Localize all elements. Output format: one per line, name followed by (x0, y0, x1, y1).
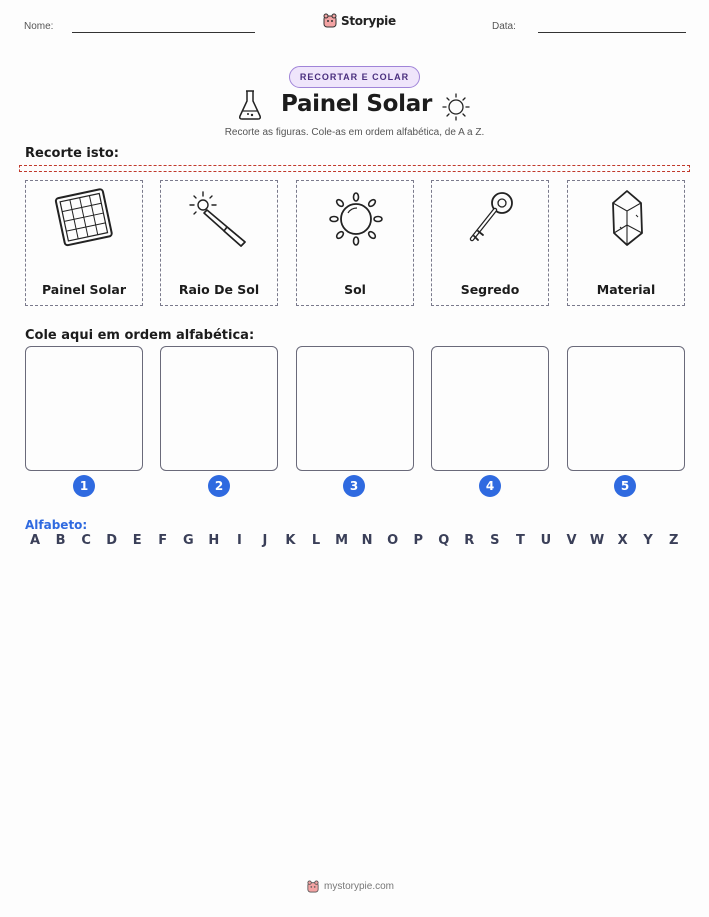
slot-number-2: 2 (208, 475, 230, 497)
alphabet-letter: L (311, 533, 321, 548)
card-label: Material (596, 282, 656, 297)
cut-card-raio-de-sol[interactable] (160, 180, 278, 306)
alphabet-letter: O (387, 533, 399, 548)
storypie-logo (323, 13, 396, 28)
alphabet-letter: R (464, 533, 475, 548)
alphabet-letter: B (55, 533, 66, 548)
alphabet-letter: I (236, 533, 242, 548)
alphabet-label: Alfabeto: (25, 518, 88, 532)
alphabet-letter: K (285, 533, 296, 548)
alphabet-letter: W (589, 533, 605, 548)
cut-line (19, 165, 690, 172)
alphabet-letter: U (540, 533, 552, 548)
flask-icon (237, 89, 263, 121)
instructions: Recorte as figuras. Cole-as em ordem alfabética, de A a Z. (224, 127, 485, 138)
alphabet-letter: D (106, 533, 118, 548)
alphabet-letter: P (413, 533, 423, 548)
slot-number-4: 4 (479, 475, 501, 497)
alphabet-letter: G (182, 533, 194, 548)
sun-title-icon (441, 92, 471, 122)
footer (307, 880, 394, 893)
solar-panel-icon (50, 187, 120, 249)
alphabet-letter: F (158, 533, 168, 548)
card-label: Painel Solar (41, 282, 127, 297)
card-label: Raio De Sol (178, 282, 260, 297)
card-label: Segredo (460, 282, 520, 297)
storypie-footer-icon (307, 880, 319, 893)
alphabet-letter: H (208, 533, 220, 548)
alphabet-letter: Q (438, 533, 450, 548)
date-line[interactable] (538, 32, 686, 33)
slot-number-3: 3 (343, 475, 365, 497)
footer-url[interactable]: mystorypie.com (324, 881, 395, 892)
alphabet-letter: X (617, 533, 628, 548)
cut-card-sol[interactable] (296, 180, 414, 306)
alphabet-row (27, 533, 682, 548)
key-icon (456, 187, 526, 249)
alphabet-letter: J (262, 533, 268, 548)
cut-card-painel-solar[interactable] (25, 180, 143, 306)
sunbeam-wand-icon (185, 187, 255, 249)
alphabet-letter: A (29, 533, 41, 548)
alphabet-letter: E (132, 533, 142, 548)
alphabet-letter: M (335, 533, 349, 548)
slot-number-5: 5 (614, 475, 636, 497)
alphabet-letter: N (361, 533, 373, 548)
paste-slot-3[interactable] (296, 346, 414, 471)
name-label: Nome: (24, 21, 54, 32)
alphabet-letter: Z (668, 533, 679, 548)
cut-card-material[interactable] (567, 180, 685, 306)
alphabet-letter: C (81, 533, 91, 548)
activity-badge: RECORTAR E COLAR (289, 66, 420, 88)
cut-section-label: Recorte isto: (25, 146, 119, 161)
slot-number-1: 1 (73, 475, 95, 497)
alphabet-letter: Y (643, 533, 653, 548)
storypie-mascot-icon (323, 13, 337, 28)
alphabet-letter: V (566, 533, 577, 548)
cut-card-segredo[interactable] (431, 180, 549, 306)
card-label: Sol (344, 282, 366, 297)
sun-icon (321, 187, 391, 249)
date-label: Data: (492, 21, 516, 32)
crystal-icon (592, 187, 662, 249)
paste-slot-5[interactable] (567, 346, 685, 471)
alphabet-letter: T (515, 533, 525, 548)
paste-slot-1[interactable] (25, 346, 143, 471)
paste-slot-2[interactable] (160, 346, 278, 471)
paste-slot-4[interactable] (431, 346, 549, 471)
brand-name: Storypie (341, 13, 396, 28)
name-line[interactable] (72, 32, 255, 33)
alphabet-letter: S (490, 533, 500, 548)
page-title: Painel Solar (281, 91, 433, 117)
paste-section-label: Cole aqui em ordem alfabética: (25, 328, 255, 343)
